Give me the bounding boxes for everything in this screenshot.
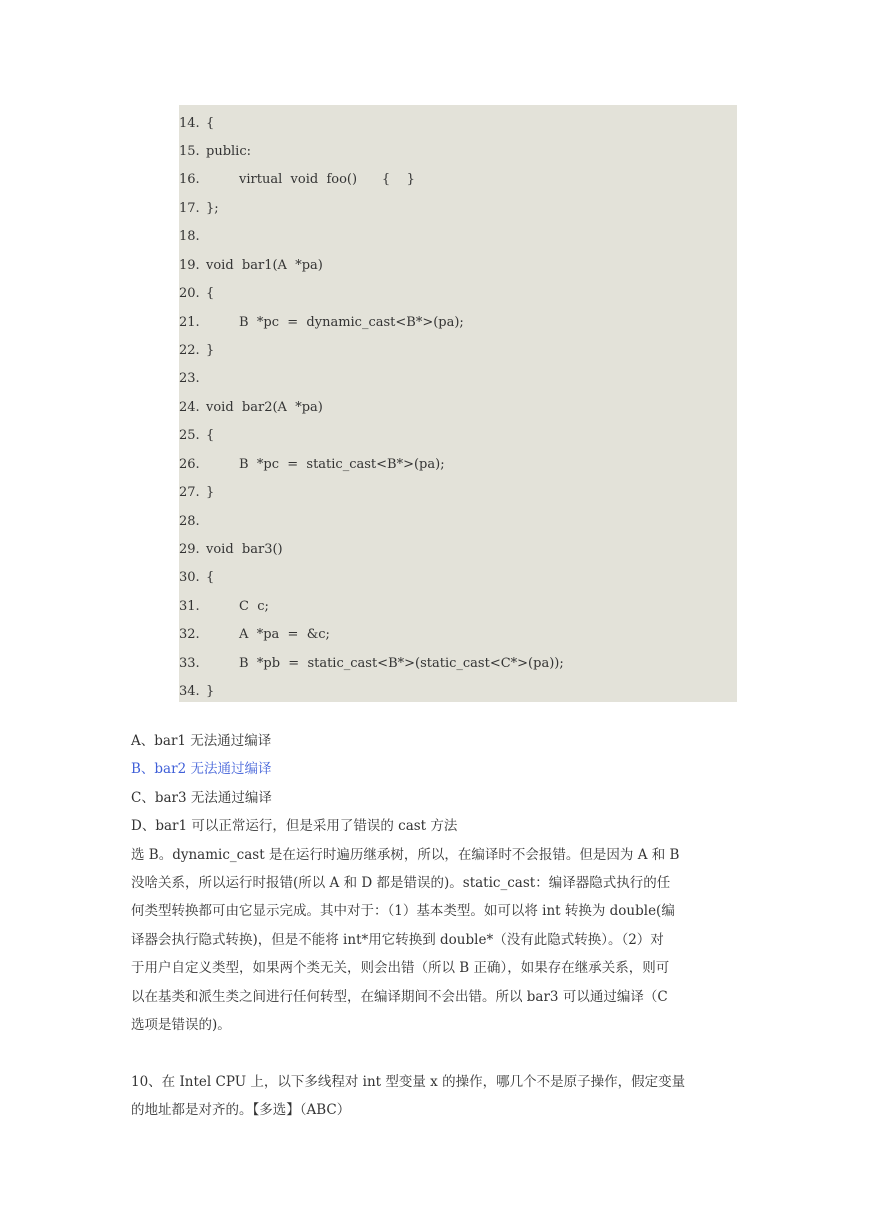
line-number: 27. [179,485,200,500]
option-b: B、bar2 无法通过编译 [131,761,272,777]
code-text: B *pc = static_cast<B*>(pa); [206,457,445,472]
line-number: 31. [179,599,200,614]
line-number: 17. [179,201,200,216]
code-text: } [206,684,215,699]
line-number: 19. [179,258,200,273]
code-text: void bar1(A *pa) [206,258,323,273]
code-text: { [206,428,215,443]
code-block [179,105,737,702]
line-number: 28. [179,514,200,529]
explanation-line: 以在基类和派生类之间进行任何转型，在编译期间不会出错。所以 bar3 可以通过编译（C [131,989,668,1005]
line-number: 29. [179,542,200,557]
explanation-line: 没啥关系，所以运行时报错(所以 A 和 D 都是错误的)。static_cast：编译器隐式执行的任 [131,875,671,891]
code-text: { [206,286,215,301]
option-a: A、bar1 无法通过编译 [131,733,272,749]
line-number: 16. [179,172,200,187]
line-number: 32. [179,627,200,642]
code-text: void bar3() [206,542,283,557]
line-number: 20. [179,286,200,301]
code-text: } [206,343,215,358]
code-text: { [206,116,215,131]
line-number: 21. [179,315,200,330]
code-text: public: [206,144,251,159]
explanation-line: 译器会执行隐式转换)，但是不能将 int*用它转换到 double*（没有此隐式转换）。（2）对 [131,932,664,948]
code-text: B *pb = static_cast<B*>(static_cast<C*>(pa)); [206,656,564,671]
line-number: 26. [179,457,200,472]
explanation-line: 选项是错误的)。 [131,1017,231,1033]
line-number: 25. [179,428,200,443]
option-c: C、bar3 无法通过编译 [131,790,272,806]
line-number: 33. [179,656,200,671]
code-text: } [206,485,215,500]
code-text: virtual void foo() { } [206,172,415,187]
line-number: 24. [179,400,200,415]
code-text: void bar2(A *pa) [206,400,323,415]
question-line: 10、在 Intel CPU 上，以下多线程对 int 型变量 x 的操作，哪几个不是原子操作，假定变量 [131,1074,686,1090]
line-number: 18. [179,229,200,244]
code-text: { [206,570,215,585]
line-number: 23. [179,371,200,386]
code-text: B *pc = dynamic_cast<B*>(pa); [206,315,464,330]
code-text: C c; [206,599,269,614]
line-number: 15. [179,144,200,159]
line-number: 22. [179,343,200,358]
code-text: A *pa = &c; [206,627,330,642]
explanation-line: 何类型转换都可由它显示完成。其中对于：（1）基本类型。如可以将 int 转换为 double(编 [131,903,675,919]
explanation-line: 选 B。dynamic_cast 是在运行时遍历继承树，所以，在编译时不会报错。但是因为 A 和 B [131,847,680,863]
line-number: 34. [179,684,200,699]
option-d: D、bar1 可以正常运行，但是采用了错误的 cast 方法 [131,818,458,834]
code-text: }; [206,201,219,216]
explanation-line: 于用户自定义类型，如果两个类无关，则会出错（所以 B 正确），如果存在继承关系，则可 [131,960,670,976]
question-line: 的地址都是对齐的。【多选】（ABC） [131,1102,351,1118]
line-number: 30. [179,570,200,585]
line-number: 14. [179,116,200,131]
